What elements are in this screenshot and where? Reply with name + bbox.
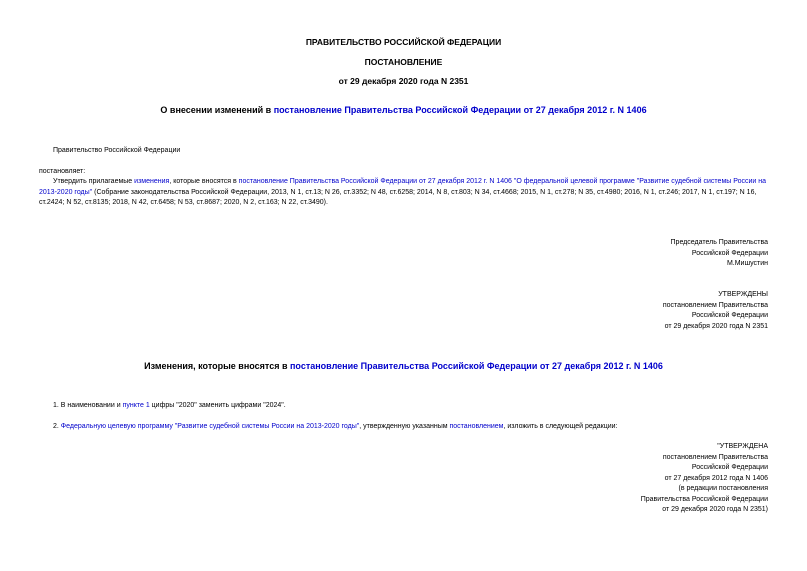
change-item-2 bbox=[53, 422, 617, 433]
issuer-text: Правительство Российской Федерации bbox=[53, 147, 181, 154]
resolution-text-3: (Собрание законодательства Российской Федерации, 2013, N 1, ст.13; N 26, ст.3352; N 48, ст.6258; 2014, N 8, ст.803; N 34, ст.4668; 2015, N 1, ст.278; N 35, ст.4980; 2016, N 1, ст.246; 2017, N 1, ст.197; N 16, ст.2424; N 52, ст.8135; 2018, N 42, ст.6458; N 53, ст.8687; 2020, N 2, ст.163; N 22, ст.3490). bbox=[39, 188, 757, 206]
approval-stamp-line-2: постановлением Правительства bbox=[662, 301, 768, 309]
program-approval-line-2: постановлением Правительства bbox=[662, 453, 768, 461]
change-item-1 bbox=[53, 401, 286, 412]
program-approval-stamp bbox=[641, 442, 768, 516]
program-approval-line-5: (в редакции постановления bbox=[678, 485, 768, 492]
change-item-2-text-3: , изложить в следующей редакции: bbox=[503, 423, 618, 430]
program-approval-line-6: Правительства Российской Федерации bbox=[640, 495, 768, 503]
changes-title bbox=[0, 361, 807, 371]
change-item-1-text-2: цифры "2020" заменить цифрами "2024". bbox=[149, 402, 286, 409]
signature-country: Российской Федерации bbox=[691, 249, 768, 257]
program-approval-line-1: "УТВЕРЖДЕНА bbox=[717, 443, 768, 450]
government-heading: ПРАВИТЕЛЬСТВО РОССИЙСКОЙ ФЕДЕРАЦИИ bbox=[305, 37, 502, 47]
approval-stamp-line-4: от 29 декабря 2020 года N 2351 bbox=[664, 322, 768, 330]
decree-1406-link[interactable]: постановление Правительства Российской Федерации от 27 декабря 2012 г. N 1406 "О федеральной целевой программе "Развитие судебной системы России на 2013-2020 годы" bbox=[39, 178, 767, 196]
program-approval-line-3: Российской Федерации bbox=[691, 464, 768, 471]
resolution-paragraph bbox=[39, 177, 769, 209]
changes-title-link[interactable]: постановление Правительства Российской Федерации от 27 декабря 2012 г. N 1406 bbox=[290, 361, 663, 371]
approval-stamp-line-3: Российской Федерации bbox=[691, 312, 768, 319]
change-item-2-text-1: 2. bbox=[53, 423, 61, 430]
document-title bbox=[0, 105, 807, 115]
federal-program-link[interactable]: Федеральную целевую программу "Развитие судебной системы России на 2013-2020 годы" bbox=[60, 423, 360, 430]
changes-title-prefix: Изменения, которые вносятся в bbox=[144, 361, 290, 371]
program-approval-line-7: от 29 декабря 2020 года N 2351) bbox=[662, 506, 768, 513]
program-approval-line-4: от 27 декабря 2012 года N 1406 bbox=[664, 474, 768, 482]
approval-stamp-line-1: УТВЕРЖДЕНЫ bbox=[718, 291, 768, 298]
changes-link[interactable]: изменения bbox=[134, 178, 170, 185]
resolution-text-1: Утвердить прилагаемые bbox=[53, 178, 135, 185]
document-title-prefix: О внесении изменений в bbox=[160, 105, 274, 115]
signature-name: М.Мишустин bbox=[726, 260, 768, 267]
document-date-number: от 29 декабря 2020 года N 2351 bbox=[338, 76, 469, 86]
signature-title: Председатель Правительства bbox=[670, 239, 768, 246]
signature-block bbox=[671, 238, 768, 270]
resolution-text-2: , которые вносятся в bbox=[169, 178, 239, 185]
approval-stamp bbox=[663, 290, 768, 332]
document-title-link[interactable]: постановление Правительства Российской Федерации от 27 декабря 2012 г. N 1406 bbox=[273, 105, 647, 115]
resolution-link[interactable]: постановлением bbox=[449, 423, 504, 430]
decides-text: постановляет: bbox=[39, 168, 86, 175]
change-item-2-text-2: , утвержденную указанным bbox=[359, 423, 450, 430]
document-type-heading: ПОСТАНОВЛЕНИЕ bbox=[364, 57, 443, 67]
point-1-link[interactable]: пункте 1 bbox=[122, 402, 150, 409]
change-item-1-text-1: 1. В наименовании и bbox=[53, 402, 123, 409]
